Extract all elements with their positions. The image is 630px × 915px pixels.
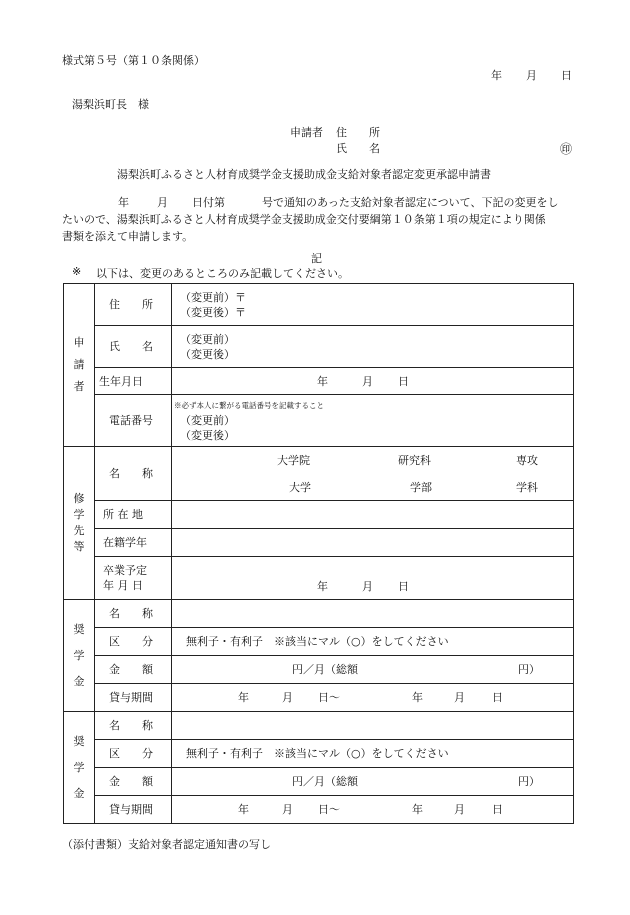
body-line3: 書類を添えて申請します。 bbox=[62, 230, 194, 243]
scholarship-1-type-field[interactable]: 無利子・有利子 ※該当にマル（○）をしてください bbox=[172, 628, 574, 656]
graduation-label: 卒業予定 年 月 日 bbox=[95, 557, 172, 600]
date-year: 年 bbox=[491, 69, 502, 82]
date-day: 日 bbox=[561, 69, 572, 82]
location-field[interactable] bbox=[172, 501, 574, 529]
body-line1-rest: 号で通知のあった支給対象者認定について、下記の変更をし bbox=[262, 196, 559, 209]
phone-label: 電話番号 bbox=[95, 395, 172, 447]
school-name-label: 名 称 bbox=[95, 447, 172, 501]
form-number: 様式第５号（第１０条関係） bbox=[62, 54, 205, 67]
scholarship-2-group-label: 奨 学 金 bbox=[64, 712, 95, 824]
address-label: 住 所 bbox=[95, 284, 172, 326]
birthdate-label: 生年月日 bbox=[95, 368, 172, 395]
name-label: 氏 名 bbox=[95, 326, 172, 368]
scholarship-2-period-label: 貸与期間 bbox=[95, 796, 172, 824]
scholarship-1-amount-label: 金 額 bbox=[95, 656, 172, 684]
scholarship-1-amount-field[interactable]: 円／月（総額 円） bbox=[172, 656, 574, 684]
scholarship-1-name-label: 名 称 bbox=[95, 600, 172, 628]
note-mark: ※ bbox=[72, 265, 82, 278]
ki-heading: 記 bbox=[311, 252, 322, 265]
body-day-no: 日付第 bbox=[192, 196, 225, 209]
body-year: 年 bbox=[118, 196, 129, 209]
address-field[interactable]: （変更前）〒 （変更後）〒 bbox=[172, 284, 574, 326]
phone-field[interactable]: ※必ず本人に繋がる電話番号を記載すること （変更前） （変更後） bbox=[172, 395, 574, 447]
applicant-label: 申請者 bbox=[290, 126, 323, 139]
body-month: 月 bbox=[157, 196, 168, 209]
school-name-field[interactable]: 大学院 研究科 専攻 大学 学部 学科 bbox=[172, 447, 574, 501]
attachment-note: （添付書類）支給対象者認定通知書の写し bbox=[62, 838, 271, 851]
name-field[interactable]: （変更前） （変更後） bbox=[172, 326, 574, 368]
scholarship-2-period-field[interactable]: 年 月 日〜 年 月 日 bbox=[172, 796, 574, 824]
scholarship-1-name-field[interactable] bbox=[172, 600, 574, 628]
scholarship-2-type-label: 区 分 bbox=[95, 740, 172, 768]
scholarship-1-group-label: 奨 学 金 bbox=[64, 600, 95, 712]
scholarship-2-amount-label: 金 額 bbox=[95, 768, 172, 796]
applicant-group-label: 申 請 者 bbox=[64, 284, 95, 447]
grade-field[interactable] bbox=[172, 529, 574, 557]
scholarship-1-type-label: 区 分 bbox=[95, 628, 172, 656]
graduation-field[interactable]: 年 月 日 bbox=[172, 557, 574, 600]
body-line2: たいので、湯梨浜町ふるさと人材育成奨学金支援助成金交付要綱第１０条第１項の規定により関係 bbox=[62, 213, 546, 226]
seal-mark: ㊞ bbox=[560, 142, 573, 156]
addressee: 湯梨浜町長 様 bbox=[72, 98, 149, 111]
change-form-table bbox=[63, 283, 574, 824]
note-text: 以下は、変更のあるところのみ記載してください。 bbox=[96, 267, 349, 280]
applicant-name-label: 氏 名 bbox=[336, 142, 380, 155]
scholarship-1-period-label: 貸与期間 bbox=[95, 684, 172, 712]
document-title: 湯梨浜町ふるさと人材育成奨学金支援助成金支給対象者認定変更承認申請書 bbox=[117, 168, 491, 181]
scholarship-1-period-field[interactable]: 年 月 日〜 年 月 日 bbox=[172, 684, 574, 712]
date-month: 月 bbox=[526, 69, 537, 82]
school-group-label: 修 学 先 等 bbox=[64, 447, 95, 600]
phone-note: ※必ず本人に繋がる電話番号を記載すること bbox=[174, 401, 324, 410]
scholarship-2-name-field[interactable] bbox=[172, 712, 574, 740]
birthdate-field[interactable]: 年 月 日 bbox=[172, 368, 574, 395]
applicant-address-label: 住 所 bbox=[336, 126, 380, 139]
scholarship-2-type-field[interactable]: 無利子・有利子 ※該当にマル（○）をしてください bbox=[172, 740, 574, 768]
scholarship-2-amount-field[interactable]: 円／月（総額 円） bbox=[172, 768, 574, 796]
location-label: 所 在 地 bbox=[95, 501, 172, 529]
grade-label: 在籍学年 bbox=[95, 529, 172, 557]
scholarship-2-name-label: 名 称 bbox=[95, 712, 172, 740]
